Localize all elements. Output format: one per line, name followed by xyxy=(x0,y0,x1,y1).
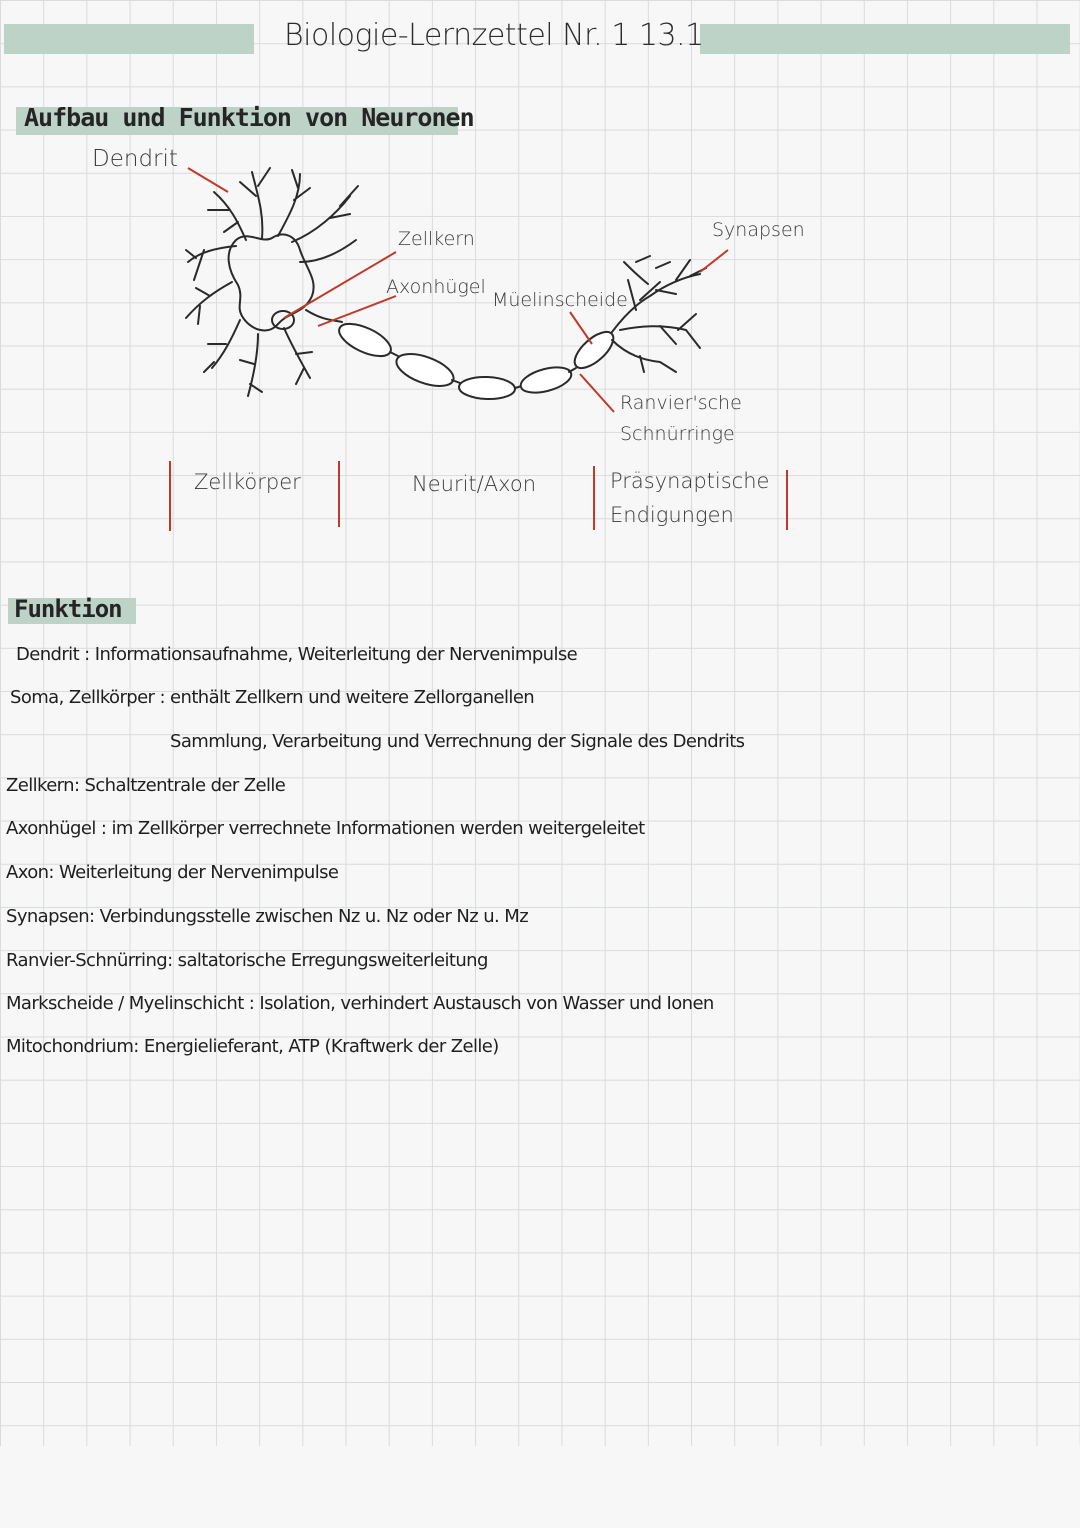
region-divider-2 xyxy=(338,461,340,527)
note-line: Markscheide / Myelinschicht : Isolation, verhindert Austausch von Wasser und Ionen xyxy=(6,993,714,1014)
section-heading-structure: Aufbau und Funktion von Neuronen xyxy=(24,103,474,132)
note-line: Ranvier-Schnürring: saltatorische Erregungsweiterleitung xyxy=(6,950,488,971)
page-bottom-margin xyxy=(0,1446,1080,1528)
note-line: Mitochondrium: Energielieferant, ATP (Kraftwerk der Zelle) xyxy=(6,1036,499,1057)
region-zellkoerper: Zellkörper xyxy=(194,470,301,494)
soma-outline xyxy=(229,234,314,330)
region-divider-1 xyxy=(169,461,171,531)
header-band-left xyxy=(4,24,254,54)
note-line: Synapsen: Verbindungsstelle zwischen Nz u. Nz oder Nz u. Mz xyxy=(6,906,529,927)
label-zellkern: Zellkern xyxy=(398,228,475,250)
note-line: Axonhügel : im Zellkörper verrechnete Informationen werden weitergeleitet xyxy=(6,818,645,839)
region-neurit-axon: Neurit/Axon xyxy=(412,472,537,496)
note-line: Axon: Weiterleitung der Nervenimpulse xyxy=(6,862,339,883)
note-line: Sammlung, Verarbeitung und Verrechnung der Signale des Dendrits xyxy=(170,731,745,752)
note-line: Soma, Zellkörper : enthält Zellkern und weitere Zellorganellen xyxy=(10,687,535,708)
axon-myelin-segments xyxy=(335,317,620,400)
label-synapsen: Synapsen xyxy=(712,219,805,241)
section-heading-function: Funktion xyxy=(14,595,122,623)
label-ranvier-2: Schnürringe xyxy=(620,423,735,445)
page-title: Biologie-Lernzettel Nr. 1 13.1 xyxy=(284,18,704,53)
region-praesynaptisch-2: Endigungen xyxy=(610,503,734,527)
dendrite-branches xyxy=(186,168,358,396)
region-praesynaptisch-1: Präsynaptische xyxy=(610,469,770,493)
region-divider-4 xyxy=(786,470,788,530)
label-axonhuegel: Axonhügel xyxy=(386,276,486,298)
axon-terminals xyxy=(612,256,706,372)
region-divider-3 xyxy=(593,466,595,530)
label-ranvier-1: Ranvier'sche xyxy=(620,392,742,414)
header-band-right xyxy=(700,24,1070,54)
note-line: Zellkern: Schaltzentrale der Zelle xyxy=(6,775,286,796)
note-line: Dendrit : Informationsaufnahme, Weiterleitung der Nervenimpulse xyxy=(16,644,578,665)
label-dendrit: Dendrit xyxy=(92,146,178,172)
label-myelinscheide: Müelinscheide xyxy=(492,289,628,311)
